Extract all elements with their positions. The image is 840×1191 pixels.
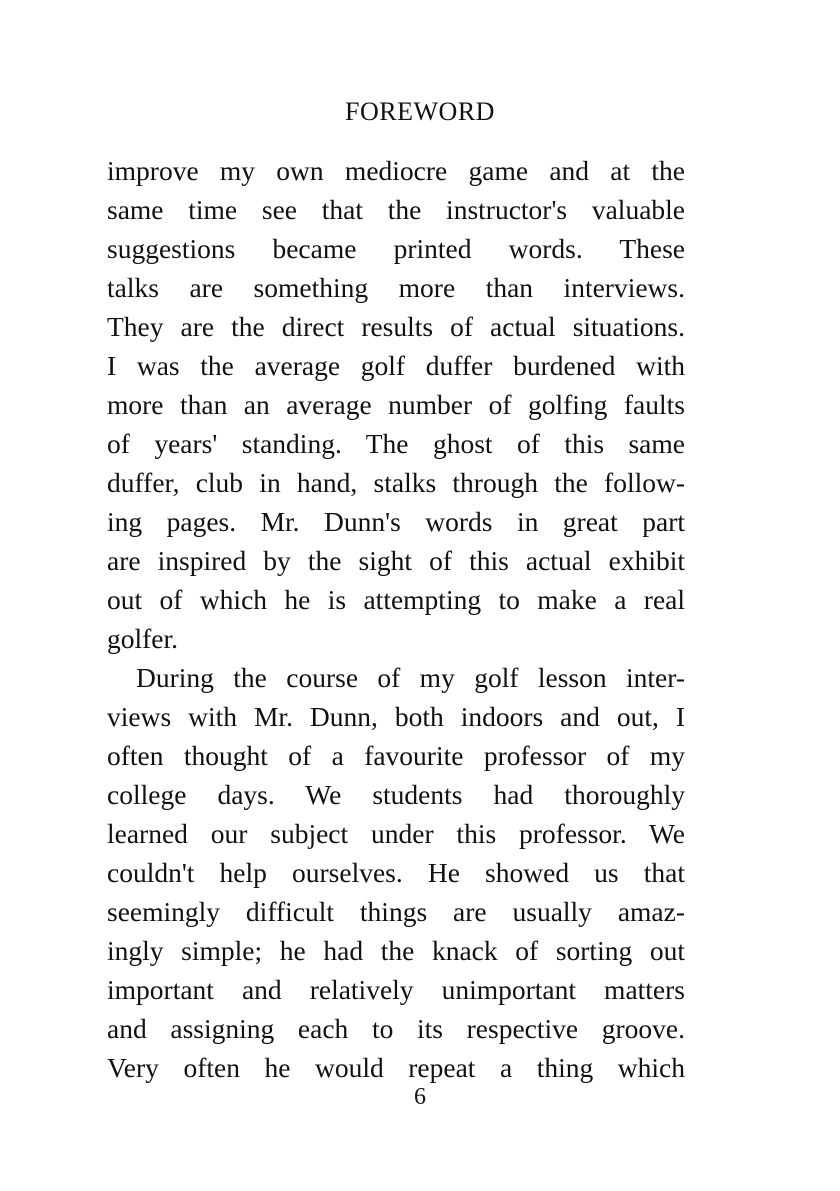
text-line: of years' standing. The ghost of this same bbox=[107, 428, 685, 459]
text-line: I was the average golf duffer burdened with bbox=[107, 350, 685, 381]
text-line: ing pages. Mr. Dunn's words in great part bbox=[107, 506, 685, 537]
text-line: Very often he would repeat a thing which bbox=[107, 1052, 685, 1083]
text-line: They are the direct results of actual situations. bbox=[107, 311, 685, 342]
text-line: learned our subject under this professor. We bbox=[107, 818, 685, 849]
text-line: same time see that the instructor's valuable bbox=[107, 194, 685, 225]
text-line: suggestions became printed words. These bbox=[107, 233, 685, 264]
text-line: important and relatively unimportant matters bbox=[107, 974, 685, 1005]
text-line: ingly simple; he had the knack of sorting out bbox=[107, 935, 685, 966]
text-line: couldn't help ourselves. He showed us that bbox=[107, 857, 685, 888]
text-line: often thought of a favourite professor of my bbox=[107, 740, 685, 771]
text-line: duffer, club in hand, stalks through the follow- bbox=[107, 467, 685, 498]
body-text bbox=[107, 151, 685, 1087]
text-line: and assigning each to its respective groove. bbox=[107, 1013, 685, 1044]
text-line: are inspired by the sight of this actual exhibit bbox=[107, 545, 685, 576]
text-line: seemingly difficult things are usually amaz- bbox=[107, 896, 685, 927]
page-number: 6 bbox=[414, 1084, 426, 1110]
paragraph-end-line: golfer. bbox=[107, 623, 179, 654]
text-line: more than an average number of golfing faults bbox=[107, 389, 685, 420]
text-line: out of which he is attempting to make a real bbox=[107, 584, 685, 615]
text-line: views with Mr. Dunn, both indoors and out, I bbox=[107, 701, 685, 732]
text-line: improve my own mediocre game and at the bbox=[107, 155, 685, 186]
paragraph-start-line: During the course of my golf lesson inter- bbox=[136, 662, 685, 693]
text-line: talks are something more than interviews. bbox=[107, 272, 685, 303]
running-head: FOREWORD bbox=[345, 97, 495, 126]
text-line: college days. We students had thoroughly bbox=[107, 779, 685, 810]
